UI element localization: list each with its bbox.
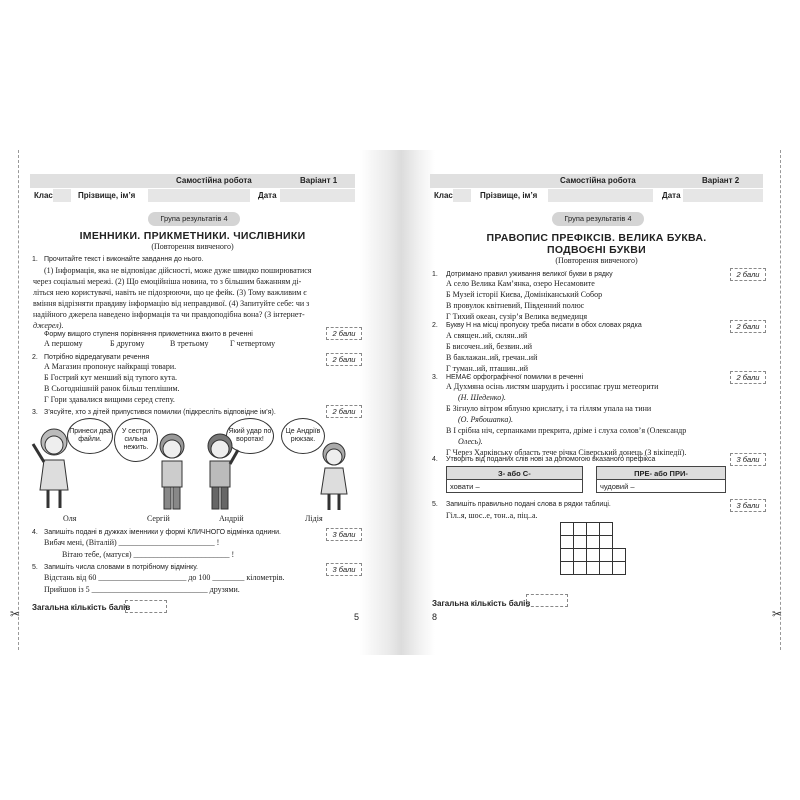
word-grid[interactable] [560,522,660,592]
q1-number: 1. [32,256,38,263]
boy-andrii-illustration [198,430,242,512]
name-label: Прізвище, ім’я [480,191,538,200]
page-subtitle: (Повторення вивченого) [555,256,638,265]
date-label: Дата [662,191,681,200]
scissors-icon: ✂ [772,607,783,621]
q2-option-d[interactable]: Г туман..ий, пташин..ий [446,364,529,373]
q3-number: 3. [432,374,438,381]
prefix-cell-chudovyi[interactable]: чудовий – [596,480,725,493]
kid-name-andrii[interactable]: Андрій [219,514,244,523]
q3-option-a-source: (Н. Шеденко). [458,393,506,402]
q1-option-d[interactable]: Г Тихий океан, сузір’я Велика ведмедиця [446,312,588,321]
grid-cell[interactable] [573,548,587,562]
variant-label: Варіант 2 [702,176,740,185]
book-gutter [360,150,438,655]
prefix-header-z: З- або С- [447,467,583,480]
q1-text-line: вміння відрізняти правдиву інформацію від неправдивої. (4) Запитуйте себе: чи з [33,299,310,308]
work-title: Самостійна робота [176,176,252,185]
q2-option-b[interactable]: Б Гострий кут менший від тупого кута. [44,373,178,382]
q1-text-line: (1) Інформація, яка не відповідає дійсності, може дуже швидко поширюватися [44,266,312,275]
cut-line-left [18,150,19,650]
grid-cell[interactable] [612,548,626,562]
q1-points: 2 бали [326,327,362,340]
q5-number: 5. [32,564,38,571]
name-label: Прізвище, ім’я [78,191,136,200]
girl-olia-illustration [30,424,74,512]
q2-instruction: Букву Н на місці пропуску треба писати в обох словах рядка [446,322,642,329]
grid-cell[interactable] [560,548,574,562]
kid-name-olia[interactable]: Оля [63,514,77,523]
q2-option-a[interactable]: А священ..ий, склян..ий [446,331,528,340]
q1-option-a[interactable]: А село Велика Кам’янка, озеро Несамовите [446,279,595,288]
q5-words: Гіл..я, шос..е, тон..а, піц..а. [446,511,538,520]
q2-option-c[interactable]: В баклажан..ий, гречан..ий [446,353,538,362]
total-score-label: Загальна кількість балів [432,599,531,608]
q1-text-line: літься нею користувачі, навіть не підозрюючи, що це фейк. (3) Тому важливим є [33,288,307,297]
q3-option-a[interactable]: А Духмяна осінь листям шарудить і россипає груш метеорити [446,382,659,391]
grid-cell[interactable] [586,548,600,562]
q2-number: 2. [32,354,38,361]
grid-cell[interactable] [612,561,626,575]
q1-option-b[interactable]: Б Музей історії Києва, Домініканський Собор [446,290,603,299]
grid-cell[interactable] [599,561,613,575]
q1-points: 2 бали [730,268,766,281]
q4-instruction: Запишіть подані в дужках іменники у формі КЛИЧНОГО відмінка однини. [44,529,281,536]
q3-instruction: З’ясуйте, хто з дітей припустився помилки (підкресліть відповідне ім’я). [44,409,276,416]
grid-cell[interactable] [586,535,600,549]
q1-option-c[interactable]: В провулок квітневий, Південний полюс [446,301,585,310]
q2-option-b[interactable]: Б височен..ий, безвин..ий [446,342,533,351]
group-badge: Група результатів 4 [148,212,240,226]
kid-name-lidiia[interactable]: Лідія [305,514,323,523]
grid-cell[interactable] [586,561,600,575]
left-header-bar [30,174,355,188]
q4-number: 4. [432,456,438,463]
q4-answer-line[interactable]: Вітаю тебе, (матуся) ________________________ ! [62,550,235,559]
grid-cell[interactable] [560,561,574,575]
q4-points: 3 бали [326,528,362,541]
q2-option-c[interactable]: В Сьогоднішній ранок більш теплішим. [44,384,180,393]
girl-lidiia-illustration [312,440,356,512]
page-number: 8 [432,612,438,622]
page-title: ПРАВОПИС ПРЕФІКСІВ. ВЕЛИКА БУКВА. [486,232,707,244]
grid-cell[interactable] [560,535,574,549]
grid-cell[interactable] [599,522,613,536]
cut-line-right [780,150,781,650]
date-label: Дата [258,191,277,200]
q2-points: 2 бали [730,320,766,333]
q1-instruction: Дотримано правил уживання великої букви в рядку [446,271,613,278]
group-badge: Група результатів 4 [552,212,644,226]
q1-option-c[interactable]: В третьому [170,339,209,348]
speech-bubble: Принеси два файли. [67,418,113,454]
date-field[interactable] [683,189,763,202]
q1-text-line: надійного джерела наведено інформація та чи правдоподібна вона? (З інтернет- [33,310,305,319]
grid-cell[interactable] [599,548,613,562]
class-label: Клас [34,191,53,200]
q1-option-a[interactable]: А першому [44,339,83,348]
q1-text-line: джерел). [33,321,64,330]
grid-cell[interactable] [586,522,600,536]
grid-cell[interactable] [573,522,587,536]
q1-option-d[interactable]: Г четвертому [230,339,276,348]
q3-points: 2 бали [326,405,362,418]
grid-cell[interactable] [560,522,574,536]
page-subtitle: (Повторення вивченого) [151,242,234,251]
q5-instruction: Запишіть правильно подані слова в рядки таблиці. [446,501,611,508]
q3-points: 2 бали [730,371,766,384]
q3-option-c-source: Олесь). [458,437,483,446]
q4-number: 4. [32,529,38,536]
scissors-icon: ✂ [10,607,21,621]
work-title: Самостійна робота [560,176,636,185]
q1-instruction: Прочитайте текст і виконайте завдання до нього. [44,256,204,263]
q2-option-a[interactable]: А Магазин пропонує найкращі товари. [44,362,177,371]
grid-cell[interactable] [599,535,613,549]
prefix-cell-khovaty[interactable]: ховати – [447,480,583,493]
q1-number: 1. [432,271,438,278]
q4-instruction: Утворіть від поданих слів нові за допомогою вказаного префікса [446,456,656,463]
grid-cell[interactable] [573,561,587,575]
q3-instruction: НЕМАЄ орфографічної помилки в реченні [446,374,584,381]
q2-instruction: Потрібно відредагувати речення [44,354,150,361]
q1-task: Форму вищого ступеня порівняння прикметника вжито в реченні [44,331,253,338]
page-number: 5 [354,612,360,622]
q5-points: 3 бали [730,499,766,512]
speech-bubble: Який удар по воротах! [226,418,274,454]
q3-option-b-source: (О. Рябошапка). [458,415,514,424]
name-field[interactable] [548,189,653,202]
name-field[interactable] [148,189,250,202]
q3-option-c[interactable]: В І срібна ніч, серпанками прекрита, дріме і слуха солов’я (Олександр [446,426,687,435]
q2-points: 2 бали [326,353,362,366]
kid-name-serhii[interactable]: Сергій [147,514,170,523]
class-field[interactable] [53,189,71,202]
q2-number: 2. [432,322,438,329]
class-label: Клас [434,191,453,200]
total-score-box[interactable] [125,600,167,613]
q5-number: 5. [432,501,438,508]
q1-option-b[interactable]: Б другому [110,339,145,348]
q5-instruction: Запишіть числа словами в потрібному відмінку. [44,564,198,571]
q3-number: 3. [32,409,38,416]
right-header-bar [430,174,763,188]
speech-bubble: Це Андріїв рюкзак. [281,418,325,454]
q2-option-d[interactable]: Г Гори здавалися вищими серед степу. [44,395,175,404]
q5-answer-line[interactable]: Відстань від 60 ______________________ до 100 ________ кілометрів. [44,573,285,582]
q1-text-line: через соціальні мережі. (2) Що емоційніша новина, то з більшим бажанням ді- [33,277,302,286]
q5-points: 3 бали [326,563,362,576]
class-field[interactable] [453,189,471,202]
page-title: ІМЕННИКИ. ПРИКМЕТНИКИ. ЧИСЛІВНИКИ [79,230,306,242]
page-title-line2: ПОДВОЄНІ БУКВИ [547,244,646,256]
prefix-header-pre: ПРЕ- або ПРИ- [596,467,725,480]
grid-cell[interactable] [573,535,587,549]
total-score-box[interactable] [526,594,568,607]
variant-label: Варіант 1 [300,176,338,185]
q4-points: 3 бали [730,453,766,466]
date-field[interactable] [280,189,355,202]
speech-bubble: У сестри сильна нежить. [114,418,158,462]
q3-option-b[interactable]: Б Зігнуло вітром яблуню крислату, і та гіллям упала на тини [446,404,652,413]
total-score-label: Загальна кількість балів [32,603,131,612]
q4-answer-line[interactable]: Вибач мені, (Віталій) ________________________ ! [44,538,220,547]
prefix-table [446,466,726,493]
q5-answer-line[interactable]: Прийшов із 5 _____________________________ друзями. [44,585,240,594]
boy-serhii-illustration [150,430,194,512]
q3-option-d[interactable]: Г Через Харківську область тече річка Сіверський донець (З вікіпедії). [446,448,687,457]
